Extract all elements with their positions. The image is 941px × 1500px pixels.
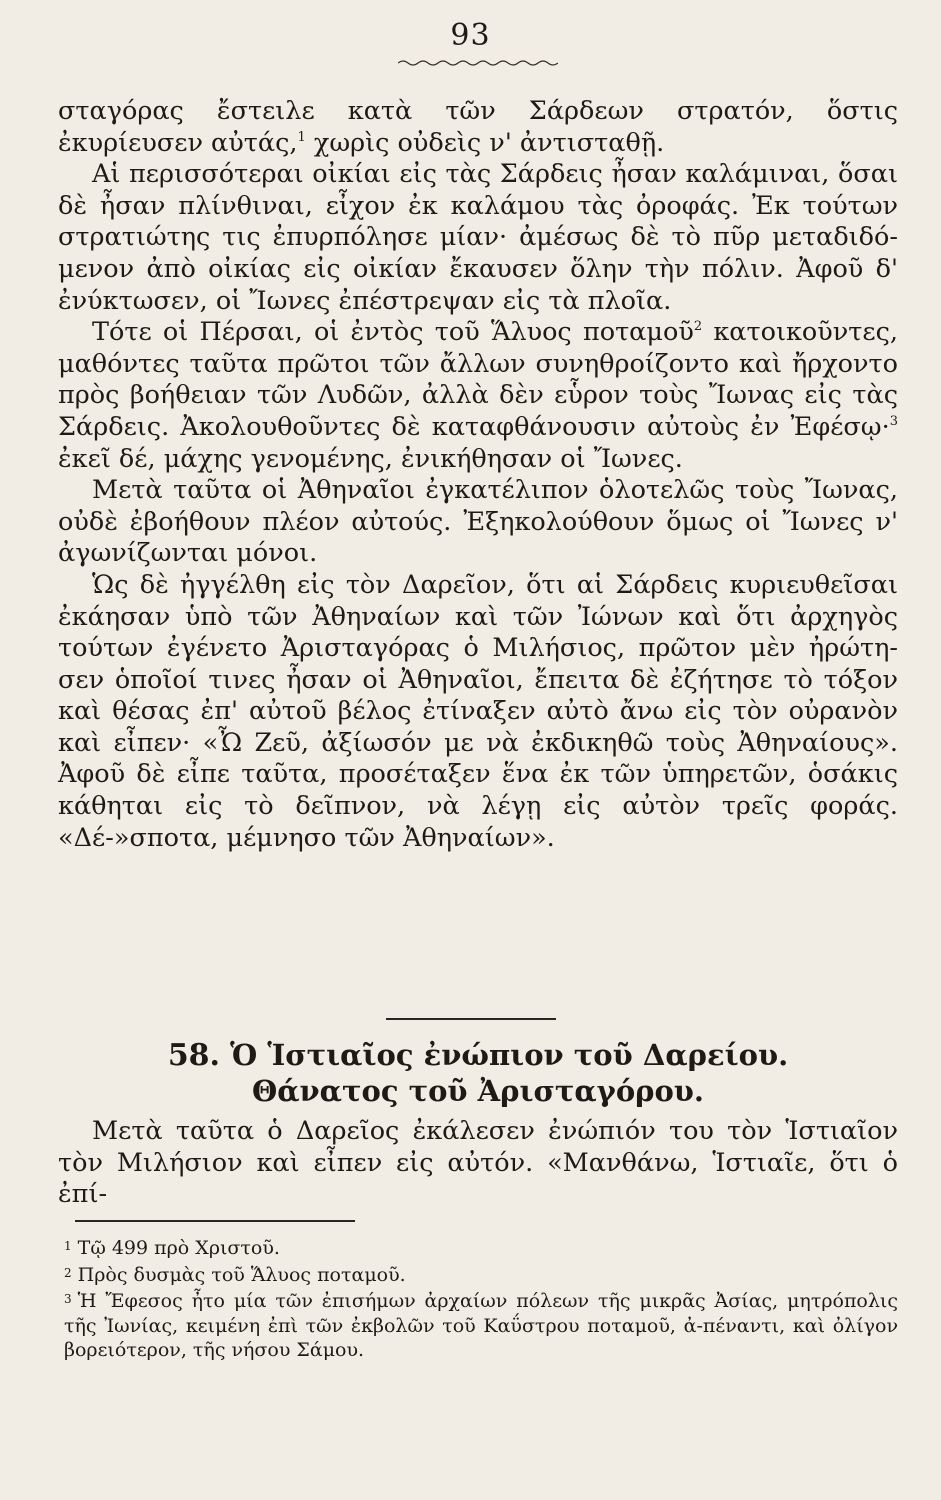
paragraph: [58, 1116, 898, 1211]
paragraph-text: ἐκεῖ δέ, μάχης γενομένης, ἐνικήθησαν οἱ Ἴωνες.: [58, 443, 683, 474]
section-number: 58.: [167, 1038, 221, 1073]
footnote-text: Τῷ 499 πρὸ Χριστοῦ.: [77, 1237, 280, 1259]
section-divider: [386, 1018, 556, 1020]
footnote-text: Ἡ Ἔφεσος ἦτο μία τῶν ἐπισήμων ἀρχαίων πόλεων τῆς μικρᾶς Ἀσίας, μητρόπολις τῆς Ἰωνίας, κειμένη ἐπὶ τῶν ἐκβολῶν τοῦ Καΰστρου ποταμοῦ, ἀ-πέναντι, καὶ ὀλίγον βορειότερον, τῆς νήσου Σάμου.: [64, 1290, 898, 1361]
footnote-mark: 3: [64, 1292, 72, 1306]
section-heading: [58, 1038, 898, 1073]
paragraph: [58, 317, 898, 475]
page-number: 93: [450, 18, 491, 53]
footnote-divider: [75, 1220, 355, 1222]
paragraph: [58, 475, 898, 570]
paragraph-text: Τότε οἱ Πέρσαι, οἱ ἐντὸς τοῦ Ἅλυος ποταμοῦ: [92, 317, 694, 348]
paragraph-text: κατοικοῦντες, μαθόντες ταῦτα πρῶτοι τῶν ἄλλων συνηθροίζοντο καὶ ἤρχοντο πρὸς βοήθειαν τῶν Λυδῶν, ἀλλὰ δὲν εὗρον τοὺς Ἴωνας εἰς τὰς Σάρδεις. Ἀκολουθοῦντες δὲ καταφθάνουσιν αὐτοὺς ἐν Ἐφέσῳ·: [58, 317, 898, 442]
paragraph-text: σταγόρας ἔστειλε κατὰ τῶν Σάρδεων στρατόν, ὅστις ἐκυρίευσεν αὐτάς,: [58, 96, 898, 158]
footnote-mark: 1: [64, 1239, 72, 1253]
main-text: [58, 96, 898, 854]
paragraph-text: Αἱ περισσότεραι οἰκίαι εἰς τὰς Σάρδεις ἦσαν καλάμιναι, ὅσαι δὲ ἦσαν πλίνθιναι, εἶχον ἐκ καλάμου τὰς ὀροφάς. Ἐκ τούτων στρατιώτης τις ἐπυρπόλησε μίαν· ἀμέσως δὲ τὸ πῦρ μεταδιδό-μενον ἀπὸ οἰκίας εἰς οἰκίαν ἔκαυσεν ὅλην τὴν πόλιν. Ἀφοῦ δ' ἐνύκτωσεν, οἱ Ἴωνες ἐπέστρεψαν εἰς τὰ πλοῖα.: [58, 159, 898, 316]
footnote: [64, 1287, 898, 1363]
footnote-ref: 2: [693, 319, 703, 335]
section-title-line1: Ὁ Ἱστιαῖος ἐνώπιον τοῦ Δαρείου.: [230, 1038, 789, 1072]
footnote-ref: 3: [889, 413, 898, 429]
paragraph: [58, 159, 898, 317]
section-text: [58, 1116, 898, 1211]
paragraph-text: Ὡς δὲ ἠγγέλθη εἰς τὸν Δαρεῖον, ὅτι αἱ Σάρδεις κυριευθεῖσαι ἐκάησαν ὑπὸ τῶν Ἀθηναίων καὶ τῶν Ἰώνων καὶ ὅτι ἀρχηγὸς τούτων ἐγένετο Ἀρισταγόρας ὁ Μιλήσιος, πρῶτον μὲν ἠρώτη-σεν ὁποῖοί τινες ἦσαν οἱ Ἀθηναῖοι, ἔπειτα δὲ ἐζήτησε τὸ τόξον καὶ θέσας ἐπ' αὐτοῦ βέλος ἐτίναξεν αὐτὸ ἄνω εἰς τὸν οὐρανὸν καὶ εἶπεν· «Ὦ Ζεῦ, ἀξίωσόν με νὰ ἐκδικηθῶ τοὺς Ἀθηναίους». Ἀφοῦ δὲ εἶπε ταῦτα, προσέταξεν ἕνα ἐκ τῶν ὑπηρετῶν, ὁσάκις κάθηται εἰς τὸ δεῖπνον, νὰ λέγῃ εἰς αὐτὸν τρεῖς φοράς. «Δέ-»σποτα, μέμνησο τῶν Ἀθηναίων».: [58, 569, 898, 853]
paragraph-text: χωρὶς οὐδεὶς ν' ἀντισταθῇ.: [305, 127, 665, 158]
section-subheading: Θάνατος τοῦ Ἀρισταγόρου.: [251, 1074, 705, 1108]
footnote: [64, 1261, 898, 1288]
paragraph: [58, 570, 898, 854]
footnotes: [64, 1234, 898, 1363]
footnote-ref: 1: [297, 129, 306, 145]
paragraph-text: Μετὰ ταῦτα ὁ Δαρεῖος ἐκάλεσεν ἐνώπιόν του τὸν Ἱστιαῖον τὸν Μιλήσιον καὶ εἶπεν εἰς αὐτόν. «Μανθάνω, Ἱστιαῖε, ὅτι ὁ ἐπί-: [58, 1116, 898, 1210]
paragraph: [58, 96, 898, 159]
ornamental-wavy-rule: [398, 58, 558, 68]
paragraph-text: Μετὰ ταῦτα οἱ Ἀθηναῖοι ἐγκατέλιπον ὁλοτελῶς τοὺς Ἴωνας, οὐδὲ ἐβοήθουν πλέον αὐτούς. Ἐξηκολούθουν ὅμως οἱ Ἴωνες ν' ἀγωνίζωνται μόνοι.: [58, 475, 898, 569]
footnote-text: Πρὸς δυσμὰς τοῦ Ἅλυος ποταμοῦ.: [77, 1263, 406, 1286]
footnote: [64, 1234, 898, 1261]
footnote-mark: 2: [64, 1265, 72, 1280]
